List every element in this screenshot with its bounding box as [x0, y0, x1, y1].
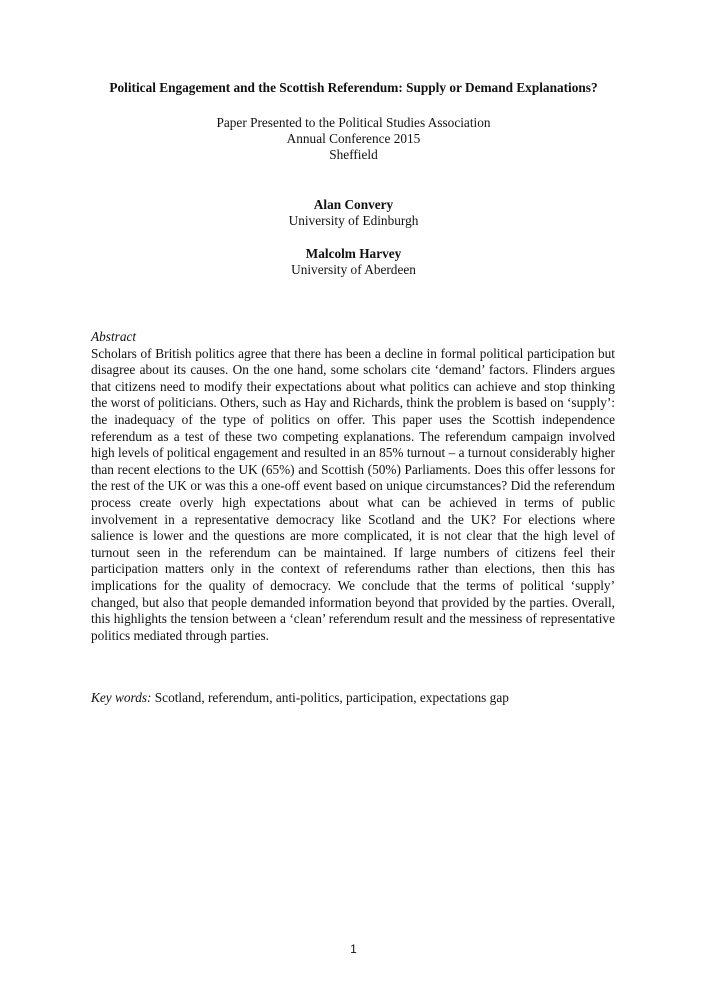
- keywords-line: [91, 690, 615, 706]
- author-name: Alan Convery: [313, 197, 394, 212]
- paper-title: Political Engagement and the Scottish Referendum: Supply or Demand Explanations?: [109, 80, 598, 95]
- presented-line-3: Sheffield: [329, 147, 378, 162]
- abstract-heading: Abstract: [91, 329, 137, 344]
- keywords-label: Key words:: [91, 690, 152, 705]
- author-affiliation: University of Aberdeen: [291, 262, 416, 277]
- author-name: Malcolm Harvey: [305, 246, 402, 261]
- author-block-1: [0, 197, 707, 229]
- presented-line-1: Paper Presented to the Political Studies Association: [216, 115, 491, 130]
- presented-line-2: Annual Conference 2015: [286, 131, 421, 146]
- presentation-info: [0, 115, 707, 163]
- abstract-section: [91, 329, 615, 644]
- keywords-text: Scotland, referendum, anti-politics, participation, expectations gap: [154, 690, 509, 705]
- page-number: 1: [350, 942, 357, 956]
- author-block-2: [0, 246, 707, 278]
- author-affiliation: University of Edinburgh: [288, 213, 419, 228]
- abstract-body: Scholars of British politics agree that there has been a decline in formal political participation but disagree about its causes. On the one hand, some scholars cite ‘demand’ factors. Flinders argues that citizens need to modify their expectations about what politics can achieve and stop thinking the worst of politicians. Others, such as Hay and Richards, think the problem is based on ‘supply’: the inadequacy of the type of politics on offer. This paper uses the Scottish independence referendum as a test of these two competing explanations. The referendum campaign involved high levels of political engagement and resulted in an 85% turnout – a turnout considerably higher than recent elections to the UK (65%) and Scottish (50%) Parliaments. Does this offer lessons for the rest of the UK or was this a one-off event based on unique circumstances? Did the referendum process create overly high expectations about what can be achieved in terms of public involvement in a representative democracy like Scotland and the UK? For elections where salience is lower and the questions are more complicated, it is not clear that the high level of turnout seen in the referendum can be maintained. If large numbers of citizens feel their participation matters only in the context of referendums rather than elections, then this has implications for the quality of democracy. We conclude that the terms of political ‘supply’ changed, but also that people demanded information beyond that provided by the parties. Overall, this highlights the tension between a ‘clean’ referendum result and the messiness of representative politics mediated through parties.: [91, 345, 615, 643]
